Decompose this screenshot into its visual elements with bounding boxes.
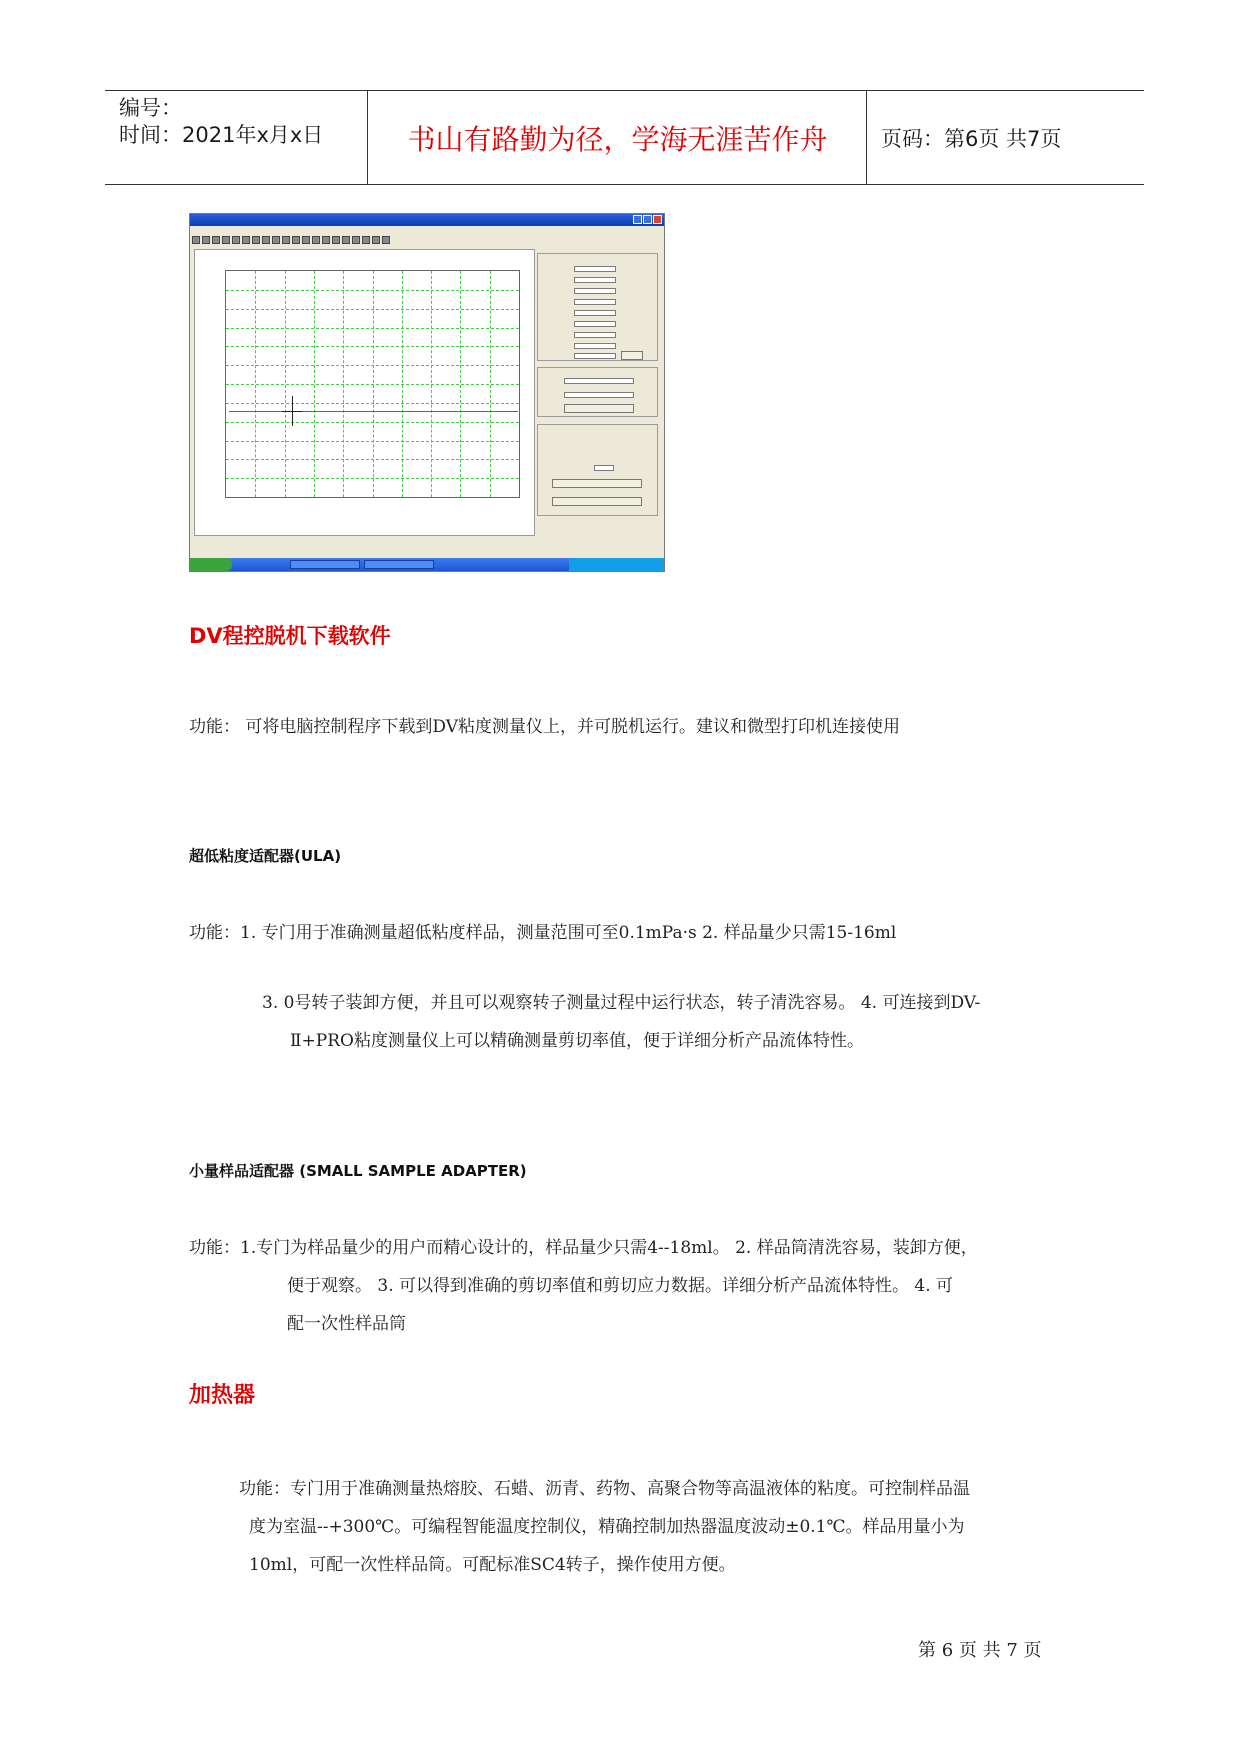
taskbar-item [364,560,434,569]
interval-field [594,465,614,471]
grid-line [226,403,519,404]
close-icon [653,215,662,224]
heater-line-2: 度为室温--+300℃。可编程智能温度控制仪，精确控制加热器温度波动±0.1℃。样品用量小为 [249,1517,965,1537]
window-toolbar [192,236,662,246]
toolbar-icon [222,236,230,244]
data-series-line [229,411,518,412]
taskbar-item [290,560,360,569]
curve-select [564,392,634,398]
param-field [574,277,616,283]
grid-line [226,346,519,347]
section-title-heater: 加热器 [189,1383,256,1408]
grid-line [226,290,519,291]
toolbar-icon [322,236,330,244]
section-title-ssa: 小量样品适配器 (SMALL SAMPLE ADAPTER) [189,1162,527,1180]
toolbar-icon [362,236,370,244]
toolbar-icon [232,236,240,244]
toolbar-icon [242,236,250,244]
ssa-line-2: 便于观察。 3. 可以得到准确的剪切率值和剪切应力数据。详细分析产品流体特性。 4. 可 [287,1276,954,1296]
window-menubar [190,226,664,235]
curve-group [537,367,658,417]
toolbar-icon [292,236,300,244]
dv-software-func: 功能： 可将电脑控制程序下载到DV粘度测量仪上，并可脱机运行。建议和微型打印机连接使用 [189,717,901,737]
panel-button [621,351,643,360]
param-field [574,266,616,272]
section-title-ula: 超低粘度适配器(ULA) [189,847,342,865]
plot-area [225,270,520,498]
panel-button [552,479,642,488]
window-titlebar [190,214,664,226]
toolbar-icon [312,236,320,244]
curve-select [564,378,634,384]
maximize-icon [643,215,652,224]
header-motto: 书山有路勤为径，学海无涯苦作舟 [369,91,867,184]
ssa-line-1: 功能：1.专门为样品量少的用户而精心设计的，样品量少只需4--18ml。 2. 样品筒清洗容易，装卸方便， [189,1238,978,1258]
toolbar-icon [262,236,270,244]
ssa-line-3: 配一次性样品筒 [287,1314,406,1334]
toolbar-icon [352,236,360,244]
control-panel [537,249,660,534]
header-meta-cell [105,91,368,184]
doc-number-label: 编号： [119,96,182,120]
grid-line [226,309,519,310]
grid-line [226,384,519,385]
ula-line-3: Ⅱ+PRO粘度测量仪上可以精确测量剪切率值，便于详细分析产品流体特性。 [290,1031,864,1051]
param-field [574,321,616,327]
panel-button [564,404,634,413]
param-field [574,343,616,349]
minimize-icon [633,215,642,224]
toolbar-icon [272,236,280,244]
start-button [190,558,232,571]
toolbar-icon [212,236,220,244]
os-taskbar [190,558,664,571]
grid-line [226,459,519,460]
grid-line [226,422,519,423]
toolbar-icon [202,236,210,244]
grid-line [226,365,519,366]
page-header [105,90,1144,185]
heater-line-3: 10ml，可配一次性样品筒。可配标准SC4转子，操作使用方便。 [249,1555,736,1575]
toolbar-icon [342,236,350,244]
toolbar-icon [302,236,310,244]
toolbar-icon [372,236,380,244]
software-screenshot [189,213,665,572]
toolbar-icon [282,236,290,244]
param-field [574,353,616,359]
sampling-group [537,424,658,516]
grid-line [226,441,519,442]
param-field [574,288,616,294]
param-field [574,299,616,305]
measurement-group [537,253,658,361]
doc-time-label: 时间：2021年x月x日 [119,123,324,147]
toolbar-icon [192,236,200,244]
ula-line-2: 3. 0号转子装卸方便，并且可以观察转子测量过程中运行状态，转子清洗容易。 4. 可连接到DV- [262,993,981,1013]
toolbar-icon [382,236,390,244]
heater-line-1: 功能：专门用于准确测量热熔胶、石蜡、沥青、药物、高聚合物等高温液体的粘度。可控制样品温 [239,1479,970,1499]
ula-line-1: 功能：1. 专门用于准确测量超低粘度样品，测量范围可至0.1mPa·s 2. 样品量少只需15-16ml [189,923,897,943]
system-tray [569,558,664,571]
grid-line [226,328,519,329]
grid-line [226,478,519,479]
panel-button [552,497,642,506]
param-field [574,332,616,338]
chart-pane [194,249,535,536]
header-page-label: 页码：第6页 共7页 [881,126,1062,151]
toolbar-icon [252,236,260,244]
window-controls [633,215,662,224]
footer-page-number: 第 6 页 共 7 页 [918,1640,1042,1661]
param-field [574,310,616,316]
toolbar-icon [332,236,340,244]
section-title-dv-software: DV程控脱机下载软件 [189,624,391,648]
cursor-marker-horizontal [282,411,302,412]
